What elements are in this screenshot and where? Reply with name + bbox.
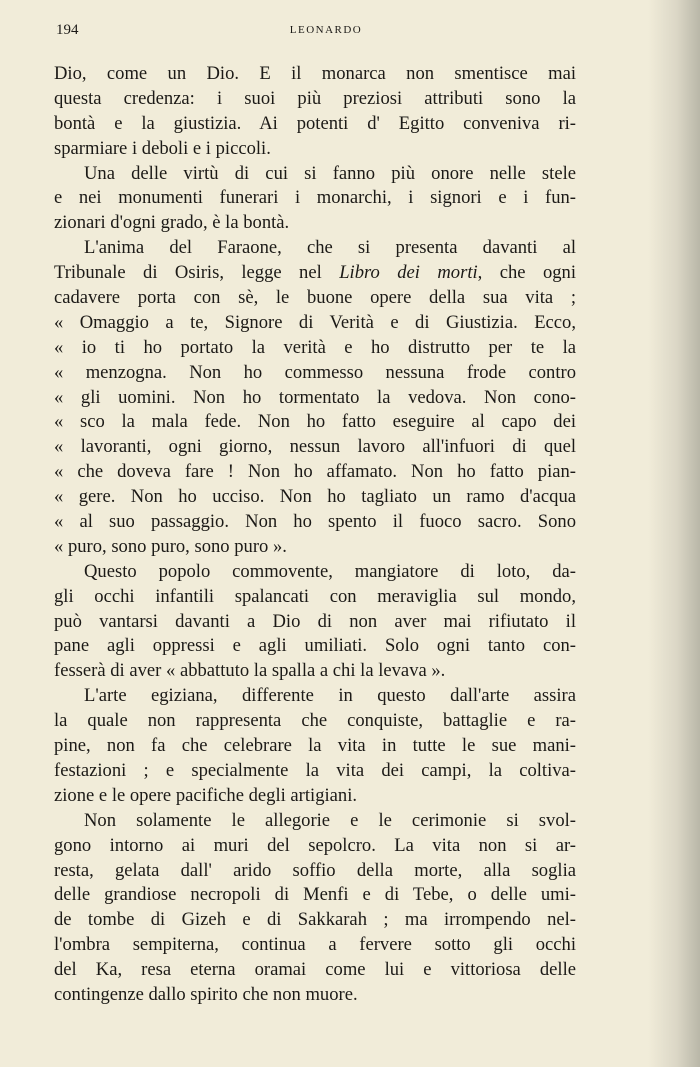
text-line: delle grandiose necropoli di Menfi e di Tebe, o delle umi- bbox=[54, 884, 576, 906]
text-line: pane agli oppressi e agli umiliati. Solo ogni tanto con- bbox=[54, 635, 576, 657]
text-line: cadavere porta con sè, le buone opere della sua vita ; bbox=[54, 287, 576, 309]
text-line: l'ombra sempiterna, continua a fervere sotto gli occhi bbox=[54, 934, 576, 956]
text-line: festazioni ; e specialmente la vita dei campi, la coltiva- bbox=[54, 759, 576, 781]
text-line: Una delle virtù di cui si fanno più onore nelle stele bbox=[84, 162, 576, 184]
text-line: « al suo passaggio. Non ho spento il fuoco sacro. Sono bbox=[54, 511, 576, 533]
book-title: Libro dei morti bbox=[339, 262, 478, 284]
page-number: 194 bbox=[56, 22, 79, 38]
text-line: gli occhi infantili spalancati con meraviglia sul mondo, bbox=[54, 585, 576, 607]
text-line: la quale non rappresenta che conquiste, battaglie e ra- bbox=[54, 710, 576, 732]
running-title: LEONARDO bbox=[289, 24, 363, 36]
text-line: può vantarsi davanti a Dio di non aver mai rifiutato il bbox=[54, 610, 576, 632]
text-line: L'arte egiziana, differente in questo dall'arte assira bbox=[84, 685, 576, 707]
page-gutter-shadow bbox=[648, 0, 700, 1067]
text-line: L'anima del Faraone, che si presenta davanti al bbox=[84, 237, 576, 259]
text-line: e nei monumenti funerari i monarchi, i signori e i fun- bbox=[54, 187, 576, 209]
text-line: « lavoranti, ogni giorno, nessun lavoro all'infuori di quel bbox=[54, 436, 576, 458]
text-line: fesserà di aver « abbattuto la spalla a chi la levava ». bbox=[54, 660, 446, 682]
text-line: resta, gelata dall' arido soffio della morte, alla soglia bbox=[54, 859, 576, 881]
text-line: « puro, sono puro, sono puro ». bbox=[54, 535, 287, 557]
text-line: Dio, come un Dio. E il monarca non smentisce mai bbox=[54, 63, 576, 84]
body-text bbox=[54, 62, 576, 1008]
text-line: « sco la mala fede. Non ho fatto eseguire al capo dei bbox=[54, 411, 576, 433]
text-line: « che doveva fare ! Non ho affamato. Non ho fatto pian- bbox=[54, 461, 576, 483]
text-line: pine, non fa che celebrare la vita in tutte le sue mani- bbox=[54, 735, 576, 757]
text-line: « gere. Non ho ucciso. Non ho tagliato un ramo d'acqua bbox=[54, 486, 576, 508]
text-line: bontà e la giustizia. Ai potenti d' Egitto conveniva ri- bbox=[54, 112, 576, 134]
text-line: Non solamente le allegorie e le cerimonie si svol- bbox=[84, 809, 576, 831]
text-line: sparmiare i deboli e i piccoli. bbox=[54, 137, 271, 159]
text-line: questa credenza: i suoi più preziosi attributi sono la bbox=[54, 87, 576, 109]
text-line: del Ka, resa eterna oramai come lui e vittoriosa delle bbox=[54, 959, 576, 981]
text-line: « Omaggio a te, Signore di Verità e di Giustizia. Ecco, bbox=[54, 311, 576, 333]
text-line: « io ti ho portato la verità e ho distrutto per te la bbox=[54, 336, 576, 358]
page-header bbox=[56, 22, 596, 42]
text-line: zionari d'ogni grado, è la bontà. bbox=[54, 212, 290, 234]
text-line: gono intorno ai muri del sepolcro. La vita non si ar- bbox=[54, 834, 576, 856]
text-line: de tombe di Gizeh e di Sakkarah ; ma irrompendo nel- bbox=[54, 909, 576, 931]
text-line: « gli uomini. Non ho tormentato la vedova. Non cono- bbox=[54, 386, 576, 408]
text-line: « menzogna. Non ho commesso nessuna frode contro bbox=[54, 361, 576, 383]
text-line: zione e le opere pacifiche degli artigiani. bbox=[54, 784, 358, 806]
text-line: Questo popolo commovente, mangiatore di loto, da- bbox=[84, 560, 576, 582]
text-line: contingenze dallo spirito che non muore. bbox=[54, 983, 358, 1005]
text-line: Tribunale di Osiris, legge nel Libro dei morti, che ogni bbox=[54, 262, 576, 284]
